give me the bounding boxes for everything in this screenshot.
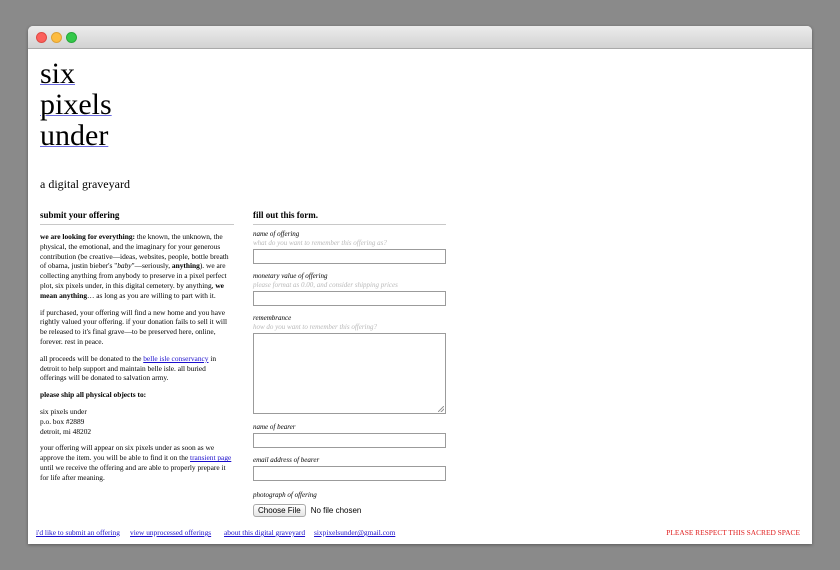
intro-text-b: "—seriously,	[131, 261, 172, 271]
intro-text-c: ). we are collecting anything from anybody to preserve in a pixel perfect plot, six pixels under, in this digital cemetery. by anything,	[40, 261, 227, 290]
shipping-heading-text: please ship all physical objects to:	[40, 390, 147, 400]
belle-isle-conservancy-link[interactable]: belle isle conservancy	[143, 353, 209, 363]
remembrance-hint: how do you want to remember this offering?	[253, 323, 377, 331]
bearer-email-input[interactable]	[253, 466, 446, 481]
approval-text-a: your offering will appear on six pixels under as soon as we approve the item. you will be able to find it on the	[40, 443, 215, 463]
offering-form	[253, 209, 446, 517]
intro-text-a: the known, the unknown, the physical, the emotional, and the imaginary for your generous contribution (be creative—ideas, websites, people, bottle breath of obama, justin bieber's "	[40, 232, 229, 271]
photo-label: photograph of offering	[253, 491, 317, 499]
photo-file-picker	[253, 504, 446, 517]
footer-link-unprocessed[interactable]: view unprocessed offerings	[130, 528, 212, 537]
site-tagline: a digital graveyard	[40, 177, 130, 191]
browser-window	[28, 26, 812, 544]
bearer-name-input[interactable]	[253, 433, 446, 448]
resize-grip-icon[interactable]	[438, 406, 444, 412]
sacred-space-warning: PLEASE RESPECT THIS SACRED SPACE	[666, 528, 800, 537]
address-line-3: detroit, mi 48202	[40, 426, 92, 436]
site-title	[40, 58, 112, 151]
intro-text-d: … as long as you are willing to part with it.	[87, 290, 216, 300]
offering-name-hint: what do you want to remember this offering as?	[253, 239, 387, 247]
shipping-heading	[40, 390, 234, 400]
offering-name-input[interactable]	[253, 249, 446, 264]
monetary-value-hint: please format as 0.00, and consider shipping prices	[253, 281, 398, 289]
choose-file-button[interactable]: Choose File	[253, 504, 306, 517]
zoom-window-button[interactable]	[66, 32, 77, 43]
site-title-line-3[interactable]: under	[40, 119, 109, 152]
intro-baby-text: baby	[117, 261, 132, 271]
submit-offering-heading: submit your offering	[40, 209, 234, 225]
form-heading: fill out this form.	[253, 209, 446, 225]
site-title-line-2[interactable]: pixels	[40, 88, 112, 121]
remembrance-label: remembrance	[253, 314, 292, 322]
shipping-address	[40, 407, 234, 436]
address-line-1: six pixels under	[40, 406, 87, 416]
approval-text-b: until we receive the offering and are able to properly prepare it for life after meaning.	[40, 462, 226, 482]
monetary-value-label: monetary value of offering	[253, 272, 328, 280]
proceeds-paragraph	[40, 354, 234, 383]
intro-paragraph	[40, 232, 234, 301]
approval-paragraph	[40, 443, 234, 482]
remembrance-textarea[interactable]	[253, 333, 446, 414]
address-line-2: p.o. box #2889	[40, 416, 85, 426]
proceeds-text-a: all proceeds will be donated to the	[40, 353, 144, 363]
site-title-line-1[interactable]: six	[40, 57, 76, 90]
footer-link-about[interactable]: about this digital graveyard	[224, 528, 306, 537]
bearer-name-label: name of bearer	[253, 423, 296, 431]
footer-link-email[interactable]: sixpixelsunder@gmail.com	[314, 528, 396, 537]
monetary-value-input[interactable]	[253, 291, 446, 306]
file-status-text: No file chosen	[310, 506, 362, 515]
bearer-email-label: email address of bearer	[253, 456, 320, 464]
proceeds-text-b: in detroit to help support and maintain belle isle. all buried offerings will be donated to salvation army.	[40, 353, 217, 383]
minimize-window-button[interactable]	[51, 32, 62, 43]
offering-name-label: name of offering	[253, 230, 300, 238]
footer-nav	[28, 520, 812, 544]
intro-anything-text: anything	[171, 261, 200, 271]
intro-bold-anything: we mean anything	[40, 280, 224, 300]
intro-bold-lead: we are looking for everything:	[40, 232, 135, 241]
window-titlebar	[28, 26, 812, 49]
transient-page-link[interactable]: transient page	[190, 453, 232, 463]
close-window-button[interactable]	[36, 32, 47, 43]
offering-info-column	[40, 209, 234, 483]
footer-link-submit[interactable]: i'd like to submit an offering	[36, 528, 120, 537]
purchase-paragraph: if purchased, your offering will find a new home and you have rightly valued your offering. if your donation fails to sell it will be released to it's final grave—to be preserved here, online, forever. rest in peace.	[40, 307, 228, 346]
